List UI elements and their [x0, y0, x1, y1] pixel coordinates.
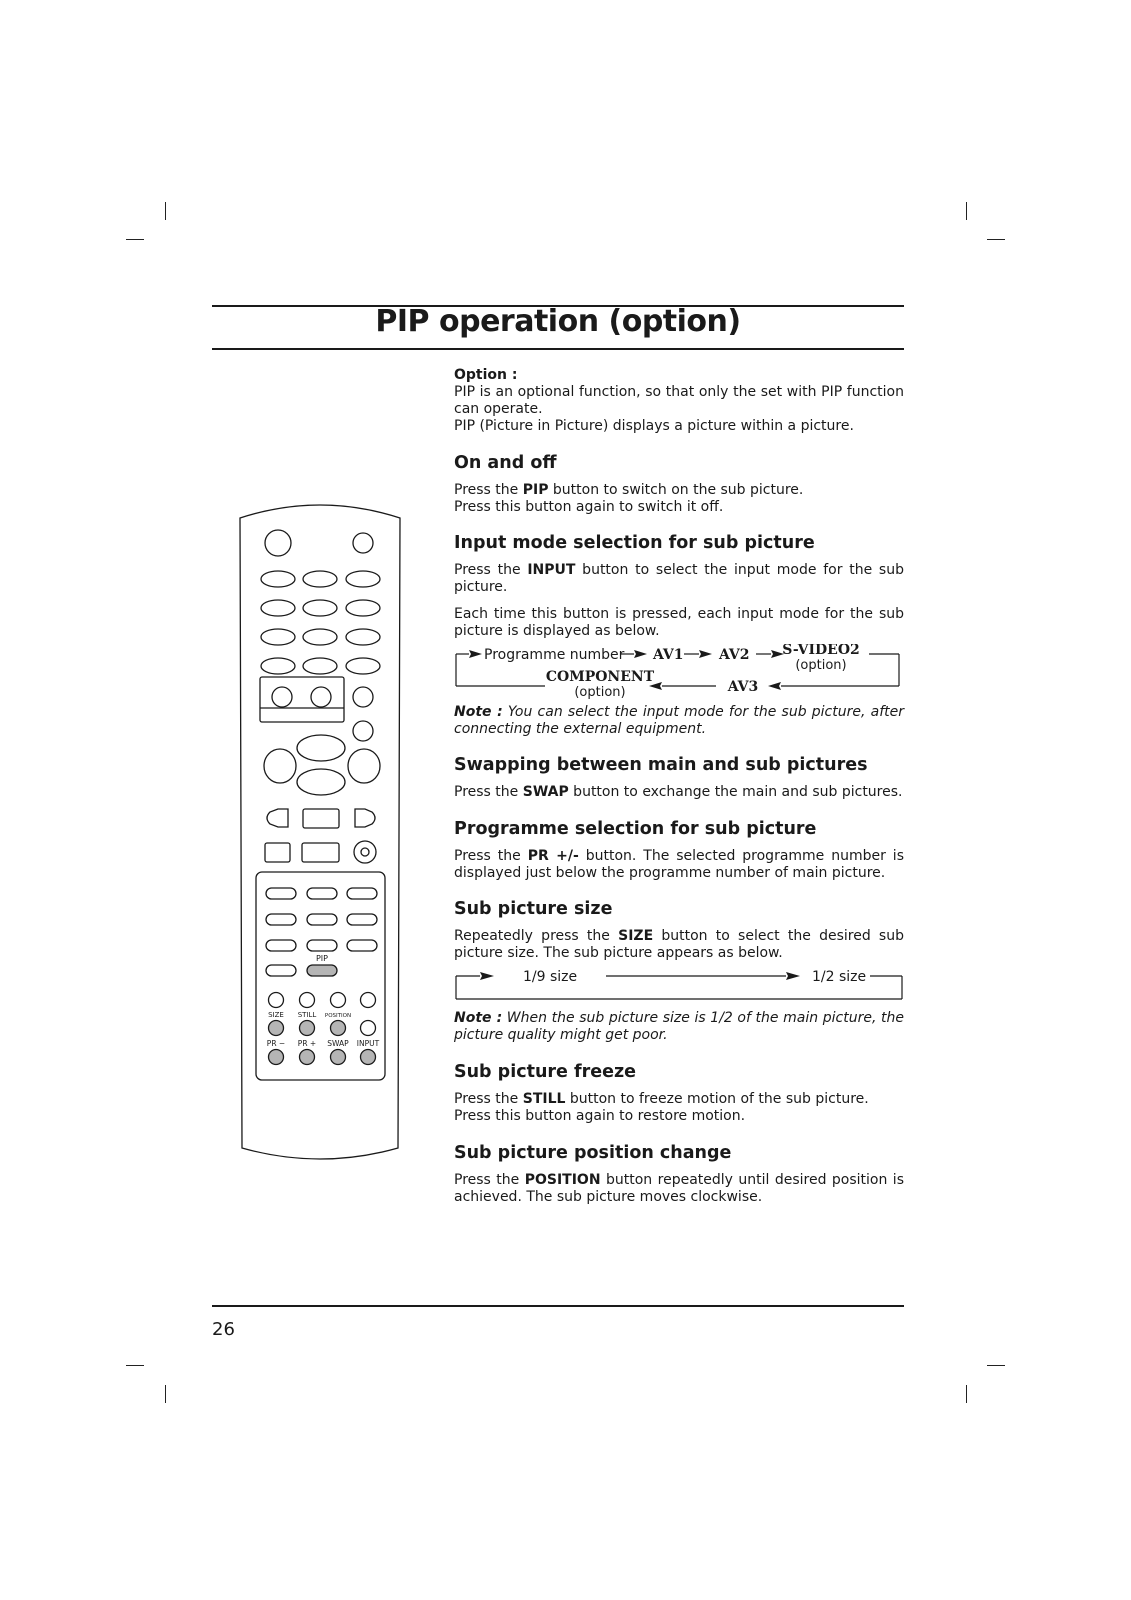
oval-button-grid — [261, 571, 380, 674]
size-note: Note : When the sub picture size is 1/2 of the main picture, the picture quality might get poor. — [454, 1010, 904, 1043]
pr-key: PR +/- — [527, 848, 579, 864]
flow-av3: AV3 — [727, 679, 759, 695]
still-key: STILL — [522, 1091, 566, 1107]
pr-minus-label: PR − — [266, 1039, 286, 1048]
position-text: Press the POSITION button repeatedly until desired position is achieved. The sub picture moves clockwise. — [454, 1172, 904, 1205]
flow-component-option: (option) — [574, 685, 626, 700]
input-label: INPUT — [356, 1039, 380, 1048]
pr-plus-button — [300, 1050, 315, 1065]
section-heading-on-off: On and off — [454, 453, 557, 473]
flow-av2: AV2 — [719, 647, 750, 663]
input-mode-flow-diagram — [454, 644, 904, 702]
crop-mark — [126, 239, 144, 240]
round-button — [353, 533, 373, 553]
option-line2: PIP (Picture in Picture) displays a picture within a picture. — [454, 418, 854, 434]
pip-label: PIP — [315, 954, 329, 963]
position-key: POSITION — [524, 1172, 601, 1188]
on-off-text: Press the PIP button to switch on the sub picture. — [454, 482, 804, 498]
size-key: SIZE — [618, 928, 654, 944]
footer-rule — [212, 1305, 904, 1307]
input-mode-text-2: Each time this button is pressed, each input mode for the sub picture is displayed as below. — [454, 606, 904, 639]
flow-svideo2-option: (option) — [795, 658, 847, 673]
title-rule-bottom — [212, 348, 904, 350]
section-heading-size: Sub picture size — [454, 899, 613, 919]
flow-svideo2: S-VIDEO2 — [782, 644, 860, 658]
page-title: PIP operation (option) — [375, 304, 741, 339]
input-key: INPUT — [527, 562, 576, 578]
pr-plus-label: PR + — [297, 1039, 317, 1048]
section-heading-position: Sub picture position change — [454, 1143, 732, 1163]
size-text: Repeatedly press the SIZE button to select the desired sub picture size. The sub picture appears as below. — [454, 928, 904, 961]
section-heading-freeze: Sub picture freeze — [454, 1062, 637, 1082]
position-button — [331, 1021, 346, 1036]
remote-control-illustration — [230, 500, 410, 1170]
input-mode-text: Press the INPUT button to select the input mode for the sub picture. — [454, 562, 904, 595]
right-button — [355, 809, 375, 827]
freeze-text-2: Press this button again to restore motion. — [454, 1108, 746, 1124]
pip-button — [307, 965, 337, 976]
flow-component: COMPONENT — [545, 669, 655, 685]
size-large-label: 1/2 size — [812, 969, 867, 985]
pip-key: PIP — [522, 482, 549, 498]
size-small-label: 1/9 size — [523, 969, 578, 985]
crop-mark — [165, 1385, 166, 1403]
swap-key: SWAP — [522, 784, 569, 800]
on-off-text-2: Press this button again to switch it off. — [454, 499, 724, 515]
size-flow-diagram — [454, 968, 904, 1002]
content-column — [454, 367, 904, 1206]
crop-mark — [126, 1365, 144, 1366]
section-heading-input-mode: Input mode selection for sub picture — [454, 533, 815, 553]
swap-button — [331, 1050, 346, 1065]
crop-mark — [966, 1385, 967, 1403]
swap-text: Press the SWAP button to exchange the main and sub pictures. — [454, 784, 903, 800]
size-button — [269, 1021, 284, 1036]
section-heading-swap: Swapping between main and sub pictures — [454, 755, 868, 775]
section-heading-programme: Programme selection for sub picture — [454, 819, 817, 839]
page-number: 26 — [212, 1319, 235, 1340]
crop-mark — [987, 239, 1005, 240]
position-label: POSITION — [324, 1013, 352, 1019]
option-line1: PIP is an optional function, so that only the set with PIP function can operate. — [454, 384, 904, 417]
size-label: SIZE — [268, 1011, 284, 1019]
pr-minus-button — [269, 1050, 284, 1065]
option-heading: Option : — [454, 367, 518, 383]
crop-mark — [987, 1365, 1005, 1366]
left-button — [267, 809, 288, 827]
flow-programme-number: Programme number — [484, 647, 625, 663]
still-button — [300, 1021, 315, 1036]
swap-label: SWAP — [327, 1039, 349, 1048]
flow-av1: AV1 — [653, 647, 684, 663]
crop-mark — [165, 202, 166, 220]
still-label: STILL — [297, 1011, 317, 1019]
freeze-text: Press the STILL button to freeze motion of the sub picture. — [454, 1091, 869, 1107]
input-button — [361, 1050, 376, 1065]
crop-mark — [966, 202, 967, 220]
input-mode-note: Note : You can select the input mode for the sub picture, after connecting the external equipment. — [454, 704, 904, 737]
power-button — [265, 530, 291, 556]
navigation-cluster — [264, 735, 380, 795]
programme-text: Press the PR +/- button. The selected programme number is displayed just below the programme number of main picture. — [454, 848, 904, 881]
